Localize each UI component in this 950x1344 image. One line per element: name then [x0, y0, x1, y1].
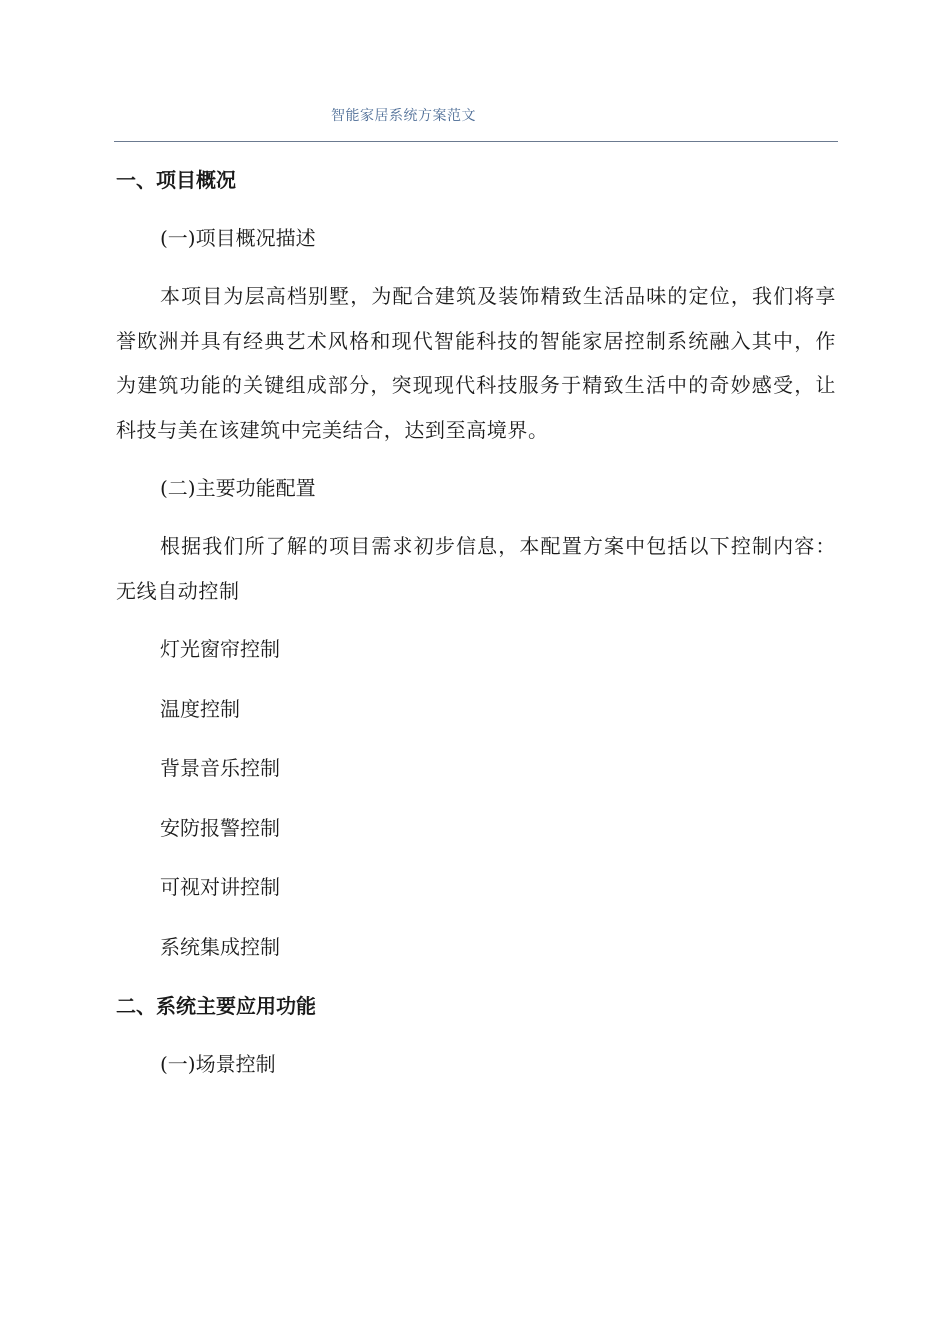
subsection-heading-overview: (一)项目概况描述 [160, 226, 316, 250]
list-item: 灯光窗帘控制 [160, 637, 280, 661]
document-body [116, 158, 836, 1100]
paragraph-overview: 本项目为层高档别墅，为配合建筑及装饰精致生活品味的定位，我们将享誉欧洲并具有经典艺术风格和现代智能科技的智能家居控制系统融入其中，作为建筑功能的关键组成部分，突现现代科技服务于精致生活中的奇妙感受，让科技与美在该建筑中完美结合，达到至高境界。 [116, 284, 836, 442]
list-item: 可视对讲控制 [160, 875, 280, 899]
running-header: 智能家居系统方案范文 [331, 108, 476, 124]
list-item: 系统集成控制 [160, 934, 280, 959]
list-item: 温度控制 [160, 696, 240, 721]
list-item: 背景音乐控制 [160, 756, 280, 780]
list-item: 安防报警控制 [160, 815, 280, 840]
paragraph-functions: 根据我们所了解的项目需求初步信息，本配置方案中包括以下控制内容：无线自动控制 [116, 534, 836, 603]
header-rule [114, 141, 838, 142]
subsection-heading-functions: (二)主要功能配置 [160, 476, 316, 500]
subsection-heading-scene-control: (一)场景控制 [160, 1052, 276, 1076]
section-heading-2: 二、系统主要应用功能 [116, 994, 316, 1018]
section-heading-1: 一、项目概况 [116, 168, 236, 192]
